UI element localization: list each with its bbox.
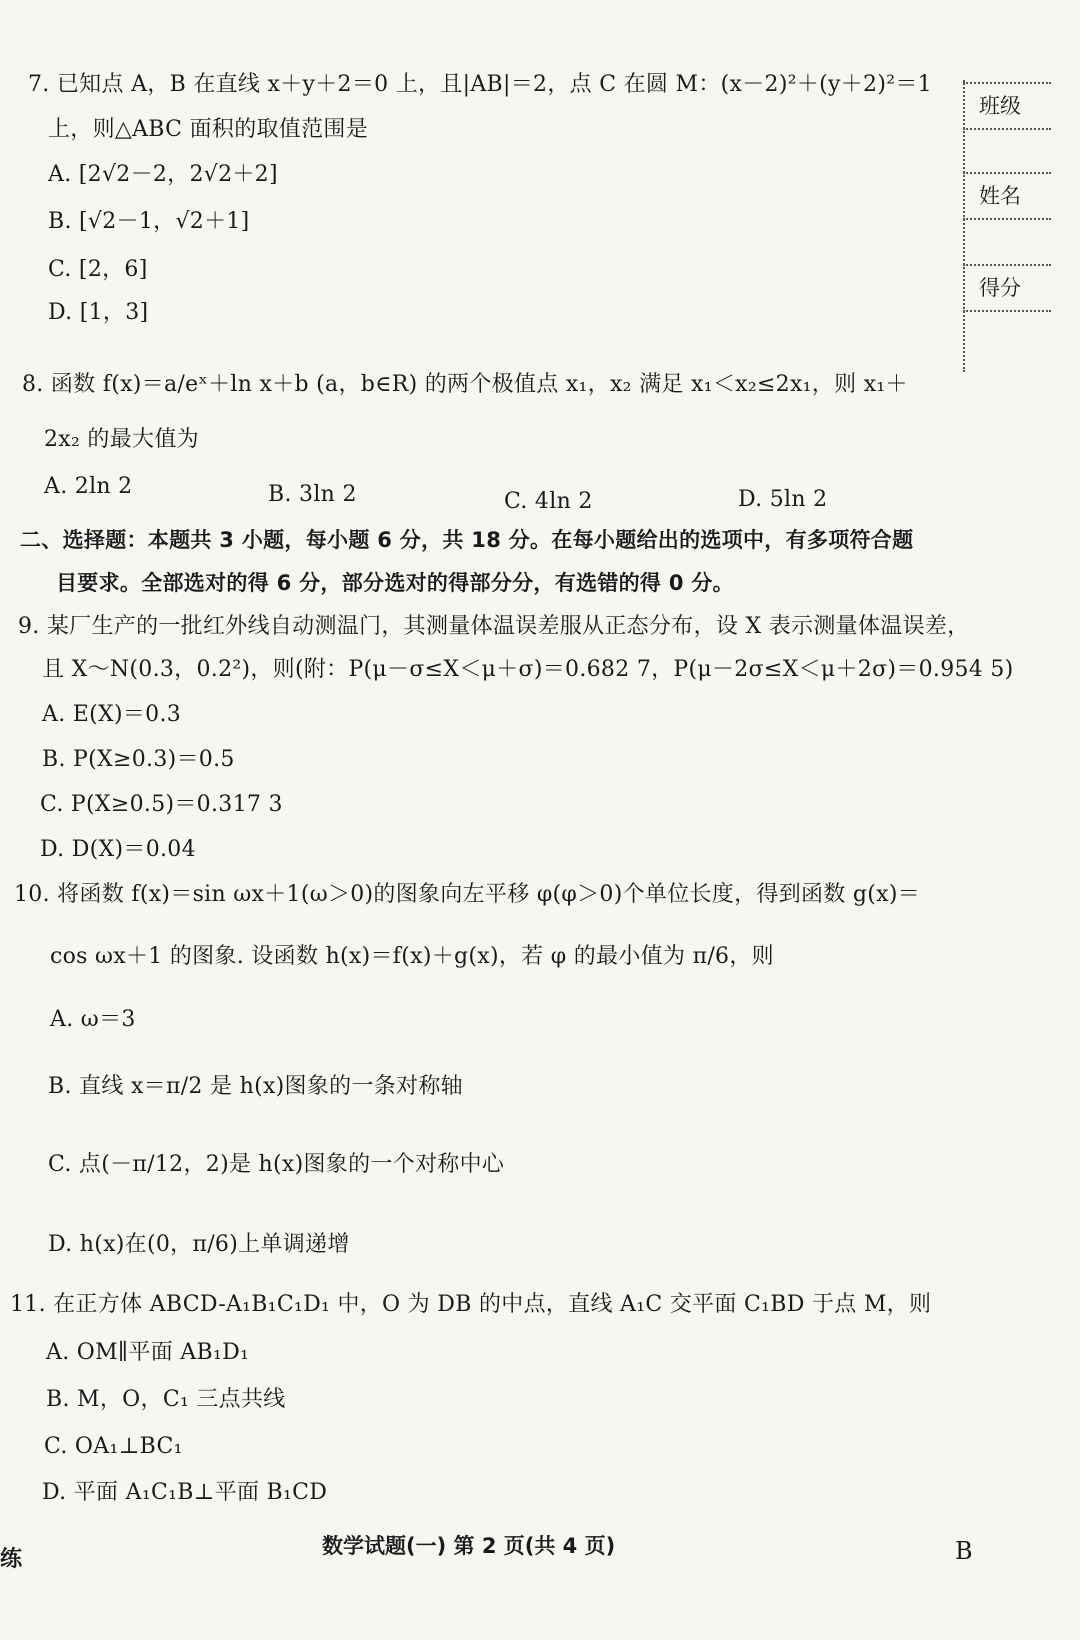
q7-stem-1: 7. 已知点 A，B 在直线 x＋y＋2＝0 上，且|AB|＝2，点 C 在圆 M：(x－2)²＋(y＋2)²＝1: [28, 72, 932, 97]
page-footer: 数学试题(一) 第 2 页(共 4 页): [322, 1534, 616, 1558]
q8-option-c: C. 4ln 2: [504, 489, 593, 514]
section2-heading-1: 二、选择题：本题共 3 小题，每小题 6 分，共 18 分。在每小题给出的选项中，有多项符合题: [20, 528, 914, 552]
q11-option-c: C. OA₁⊥BC₁: [44, 1434, 183, 1459]
q9-option-b: B. P(X≥0.3)＝0.5: [42, 747, 235, 772]
q11-option-d: D. 平面 A₁C₁B⊥平面 B₁CD: [42, 1480, 328, 1505]
q10-stem-2: cos ωx＋1 的图象. 设函数 h(x)＝f(x)＋g(x)，若 φ 的最小值为 π/6，则: [50, 944, 774, 969]
q10-option-d: D. h(x)在(0，π/6)上单调递增: [48, 1232, 350, 1257]
section2-heading-2: 目要求。全部选对的得 6 分，部分选对的得部分分，有选错的得 0 分。: [56, 571, 734, 595]
q9-option-a: A. E(X)＝0.3: [42, 702, 182, 727]
q7-option-b: B. [√2－1，√2＋1]: [48, 209, 250, 234]
q11-stem-1: 11. 在正方体 ABCD-A₁B₁C₁D₁ 中，O 为 DB 的中点，直线 A₁C 交平面 C₁BD 于点 M，则: [10, 1292, 932, 1317]
q10-option-a: A. ω＝3: [50, 1007, 136, 1032]
q10-stem-1: 10. 将函数 f(x)＝sin ωx＋1(ω＞0)的图象向左平移 φ(φ＞0)个单位长度，得到函数 g(x)＝: [14, 882, 921, 907]
q10-option-b: B. 直线 x＝π/2 是 h(x)图象的一条对称轴: [48, 1074, 463, 1099]
q9-stem-1: 9. 某厂生产的一批红外线自动测温门，其测量体温误差服从正态分布，设 X 表示测量体温误差，: [18, 614, 970, 639]
q8-option-a: A. 2ln 2: [44, 474, 133, 499]
q9-option-c: C. P(X≥0.5)＝0.317 3: [40, 792, 283, 817]
score-field: 得分: [963, 264, 1051, 312]
q11-option-a: A. OM∥平面 AB₁D₁: [46, 1340, 250, 1365]
q9-stem-2: 且 X～N(0.3，0.2²)，则(附：P(μ－σ≤X＜μ＋σ)＝0.682 7，P(μ－2σ≤X＜μ＋2σ)＝0.954 5): [42, 657, 1014, 682]
footer-left-mark: 练: [0, 1547, 23, 1572]
class-field: 班级: [963, 82, 1051, 130]
q10-option-c: C. 点(－π/12，2)是 h(x)图象的一个对称中心: [48, 1152, 505, 1177]
q7-option-a: A. [2√2－2，2√2＋2]: [48, 162, 278, 187]
q8-stem-2: 2x₂ 的最大值为: [44, 427, 199, 452]
version-mark: B: [955, 1537, 973, 1565]
q8-option-d: D. 5ln 2: [738, 487, 828, 512]
q7-stem-2: 上，则△ABC 面积的取值范围是: [48, 117, 369, 142]
q7-option-d: D. [1，3]: [48, 300, 149, 325]
q11-option-b: B. M，O，C₁ 三点共线: [46, 1387, 286, 1412]
q7-option-c: C. [2，6]: [48, 257, 148, 282]
q8-option-b: B. 3ln 2: [268, 482, 357, 507]
name-field: 姓名: [963, 172, 1051, 220]
q9-option-d: D. D(X)＝0.04: [40, 837, 196, 862]
q8-stem-1: 8. 函数 f(x)＝a/eˣ＋ln x＋b (a，b∈R) 的两个极值点 x₁，x₂ 满足 x₁＜x₂≤2x₁，则 x₁＋: [22, 372, 908, 397]
